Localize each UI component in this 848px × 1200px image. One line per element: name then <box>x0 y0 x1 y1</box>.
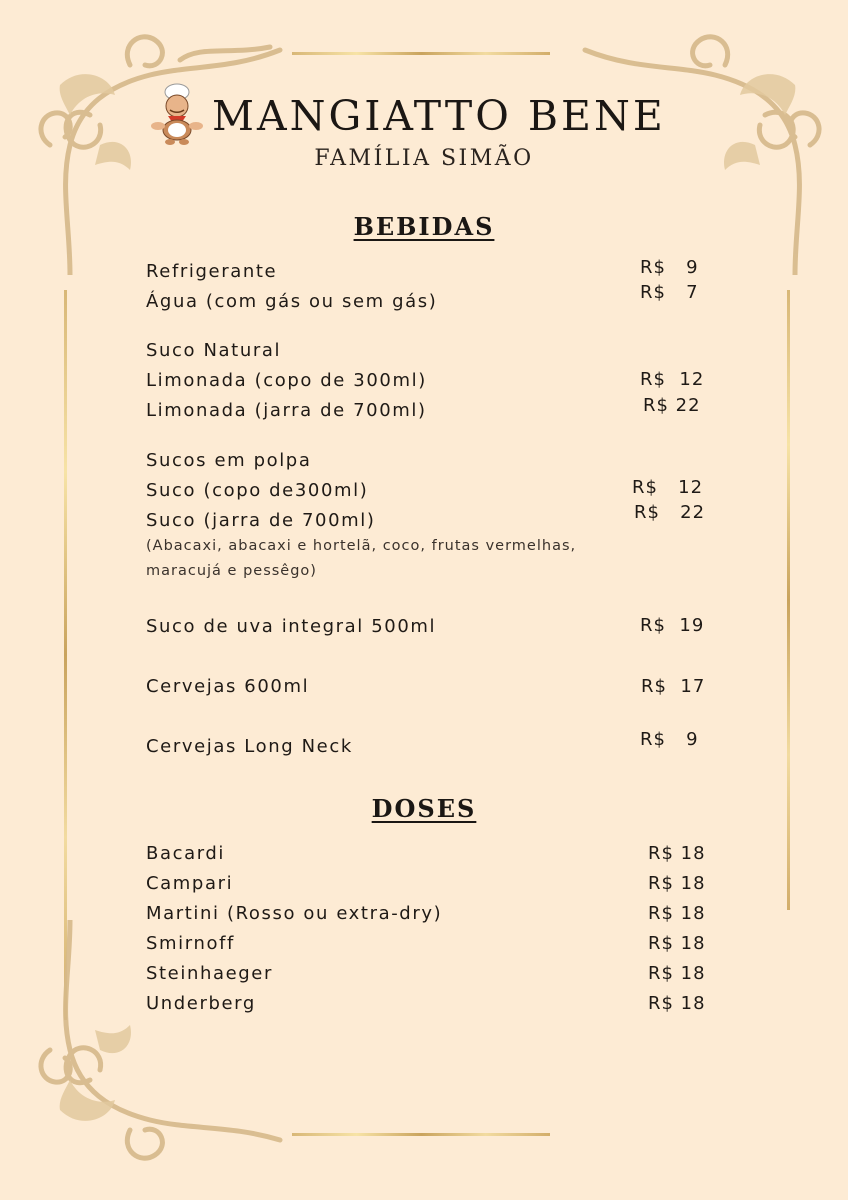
flavor-note: maracujá e pessêgo) <box>146 563 317 579</box>
price: R$ 19 <box>640 615 705 636</box>
price: R$ 22 <box>634 502 706 523</box>
section-heading-bebidas: BEBIDAS <box>353 212 495 241</box>
price: R$ 7 <box>640 282 699 303</box>
menu-item: Steinhaeger <box>146 963 273 984</box>
price: R$ 17 <box>641 676 706 697</box>
menu-item: Martini (Rosso ou extra-dry) <box>146 903 443 924</box>
price: R$ 18 <box>648 903 706 924</box>
price: R$ 12 <box>640 369 705 390</box>
chef-mascot-logo-icon <box>144 82 210 146</box>
price: R$ 18 <box>648 963 706 984</box>
menu-item: Campari <box>146 873 234 894</box>
menu-item: Sucos em polpa <box>146 450 312 471</box>
restaurant-title: MANGIATTO BENE <box>212 92 666 140</box>
section-heading-doses: DOSES <box>371 794 477 823</box>
menu-item: Limonada (jarra de 700ml) <box>146 400 427 421</box>
menu-item: Limonada (copo de 300ml) <box>146 370 427 391</box>
menu-item: Suco de uva integral 500ml <box>146 616 437 637</box>
menu-item: Underberg <box>146 993 256 1014</box>
price: R$ 18 <box>648 873 706 894</box>
left-gold-line <box>64 290 67 1020</box>
menu-item: Refrigerante <box>146 261 278 282</box>
top-gold-line <box>292 52 550 55</box>
menu-item: Água (com gás ou sem gás) <box>146 291 438 312</box>
price: R$ 18 <box>648 843 706 864</box>
menu-item: Cervejas Long Neck <box>146 736 353 757</box>
menu-item: Suco (copo de300ml) <box>146 480 369 501</box>
flavor-note: (Abacaxi, abacaxi e hortelã, coco, frutas vermelhas, <box>146 538 577 554</box>
menu-item: Cervejas 600ml <box>146 676 310 697</box>
menu-item: Suco (jarra de 700ml) <box>146 510 376 531</box>
price: R$ 18 <box>648 933 706 954</box>
price: R$ 22 <box>643 395 701 416</box>
menu-item: Bacardi <box>146 843 226 864</box>
price: R$ 18 <box>648 993 706 1014</box>
restaurant-subtitle: FAMÍLIA SIMÃO <box>314 146 534 171</box>
menu-item: Smirnoff <box>146 933 235 954</box>
bottom-left-ornament-icon <box>30 920 290 1170</box>
price: R$ 9 <box>640 729 699 750</box>
price: R$ 12 <box>632 477 704 498</box>
price: R$ 9 <box>640 257 699 278</box>
bottom-gold-line <box>292 1133 550 1136</box>
menu-item: Suco Natural <box>146 340 282 361</box>
